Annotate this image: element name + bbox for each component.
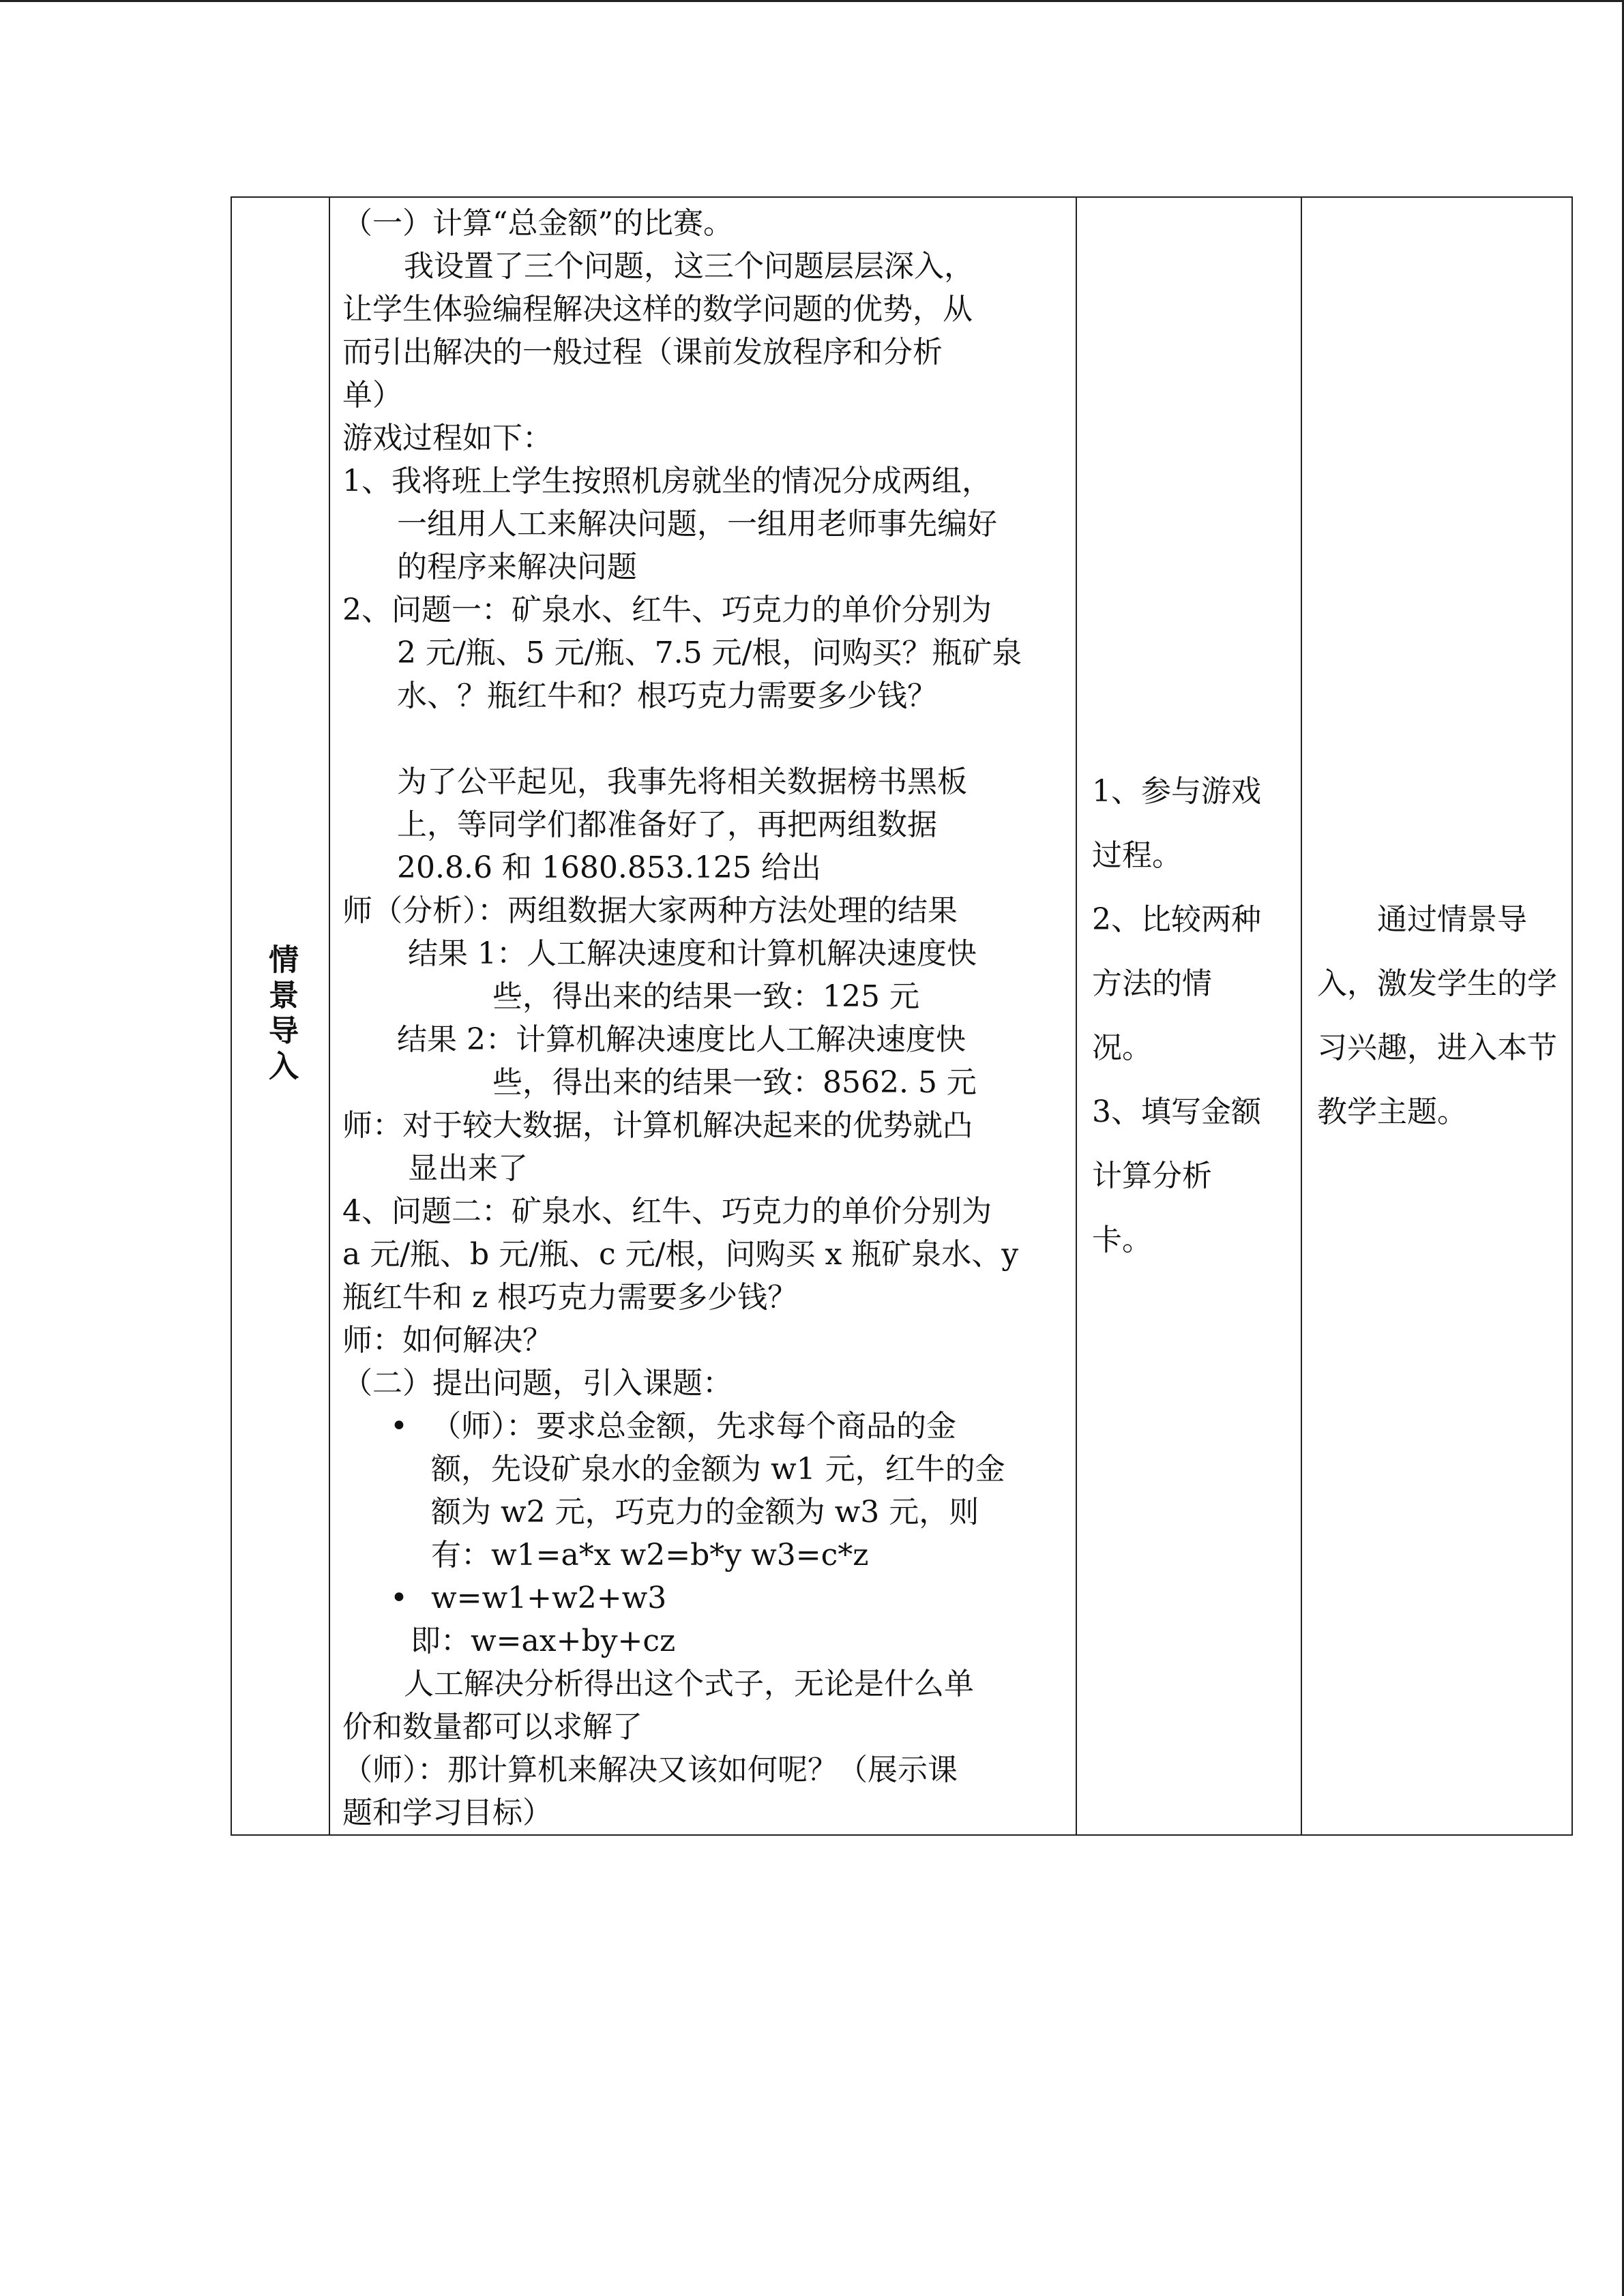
content-line: 而引出解决的一般过程（课前发放程序和分析 <box>342 335 943 370</box>
content-line: 额为 w2 元，巧克力的金额为 w3 元，则 <box>431 1495 979 1530</box>
student-activity-cell <box>1076 197 1301 1835</box>
content-line: a 元/瓶、b 元/瓶、c 元/根，问购买 x 瓶矿泉水、y <box>342 1237 1019 1272</box>
section-cell <box>231 197 329 1835</box>
content-heading-2: （二）提出问题，引入课题： <box>342 1366 733 1401</box>
content-line: 人工解决分析得出这个式子，无论是什么单 <box>404 1667 974 1701</box>
content-line: 我设置了三个问题，这三个问题层层深入， <box>404 249 974 284</box>
content-line: 一组用人工来解决问题，一组用老师事先编好 <box>397 507 997 541</box>
content-line: 题和学习目标） <box>342 1795 552 1830</box>
table-row <box>231 197 1572 1835</box>
student-line: 2、比较两种 <box>1092 902 1261 937</box>
content-line: 些，得出来的结果一致：8562. 5 元 <box>492 1065 977 1100</box>
teacher-activity-text <box>330 198 1076 1834</box>
content-line: 为了公平起见，我事先将相关数据榜书黑板 <box>397 764 967 799</box>
design-purpose-text: 通过情景导入，激发学生的学习兴趣，进入本节教学主题。 <box>1317 902 1557 1129</box>
content-line: 师（分析）：两组数据大家两种方法处理的结果 <box>342 893 958 928</box>
content-line: 单） <box>342 378 402 413</box>
student-line: 卡。 <box>1092 1223 1152 1257</box>
student-line: 况。 <box>1092 1030 1152 1065</box>
content-line: 上，等同学们都准备好了，再把两组数据 <box>397 807 937 842</box>
content-line: 有：w1=a*x w2=b*y w3=c*z <box>431 1538 869 1572</box>
content-line: 价和数量都可以求解了 <box>342 1710 643 1744</box>
content-line: （师）：要求总金额，先求每个商品的金 <box>431 1409 956 1444</box>
design-purpose-cell <box>1301 197 1572 1835</box>
blank-line <box>342 717 1065 760</box>
student-line: 计算分析 <box>1092 1159 1212 1193</box>
bullet-icon: • <box>390 1409 408 1444</box>
content-line: 显出来了 <box>408 1151 528 1186</box>
content-line: 游戏过程如下： <box>342 421 552 456</box>
content-line: 师：如何解决？ <box>342 1323 552 1358</box>
student-line: 方法的情 <box>1092 966 1212 1001</box>
content-line: 结果 1：人工解决速度和计算机解决速度快 <box>408 936 977 971</box>
content-line: 4、问题二：矿泉水、红牛、巧克力的单价分别为 <box>342 1194 992 1229</box>
content-line: 20.8.6 和 1680.853.125 给出 <box>397 850 821 885</box>
bullet-icon: • <box>390 1581 408 1615</box>
content-line: 瓶红牛和 z 根巧克力需要多少钱？ <box>342 1280 798 1315</box>
content-line: 的程序来解决问题 <box>397 550 637 584</box>
content-line: 2、问题一：矿泉水、红牛、巧克力的单价分别为 <box>342 593 992 627</box>
lesson-plan-table <box>231 196 1573 1836</box>
bullet-item <box>342 1405 1065 1448</box>
content-line: （师）：那计算机来解决又该如何呢？（展示课 <box>342 1753 958 1787</box>
student-line: 过程。 <box>1092 838 1182 873</box>
bullet-item <box>342 1577 1065 1620</box>
section-label: 情景导入 <box>263 944 298 1086</box>
content-line: 结果 2：计算机解决速度比人工解决速度快 <box>397 1022 966 1057</box>
student-activity-text <box>1077 760 1301 1272</box>
content-line: 师：对于较大数据，计算机解决起来的优势就凸 <box>342 1108 973 1143</box>
page-top-border <box>0 0 1624 2</box>
content-line: 即：w=ax+by+cz <box>411 1624 676 1658</box>
content-line: 2 元/瓶、5 元/瓶、7.5 元/根，问购买？瓶矿泉 <box>397 636 1022 670</box>
content-line: w=w1+w2+w3 <box>431 1581 667 1615</box>
teacher-activity-cell <box>329 197 1076 1835</box>
content-line: 水、？瓶红牛和？根巧克力需要多少钱？ <box>397 679 937 713</box>
content-line: 让学生体验编程解决这样的数学问题的优势，从 <box>342 292 973 327</box>
student-line: 3、填写金额 <box>1092 1094 1261 1129</box>
content-line: 些，得出来的结果一致：125 元 <box>492 979 919 1014</box>
content-line: 1、我将班上学生按照机房就坐的情况分成两组， <box>342 464 992 498</box>
student-line: 1、参与游戏 <box>1092 774 1261 809</box>
content-line: 额，先设矿泉水的金额为 w1 元，红牛的金 <box>431 1452 1005 1487</box>
content-heading-1: （一）计算“总金额”的比赛。 <box>342 206 733 241</box>
